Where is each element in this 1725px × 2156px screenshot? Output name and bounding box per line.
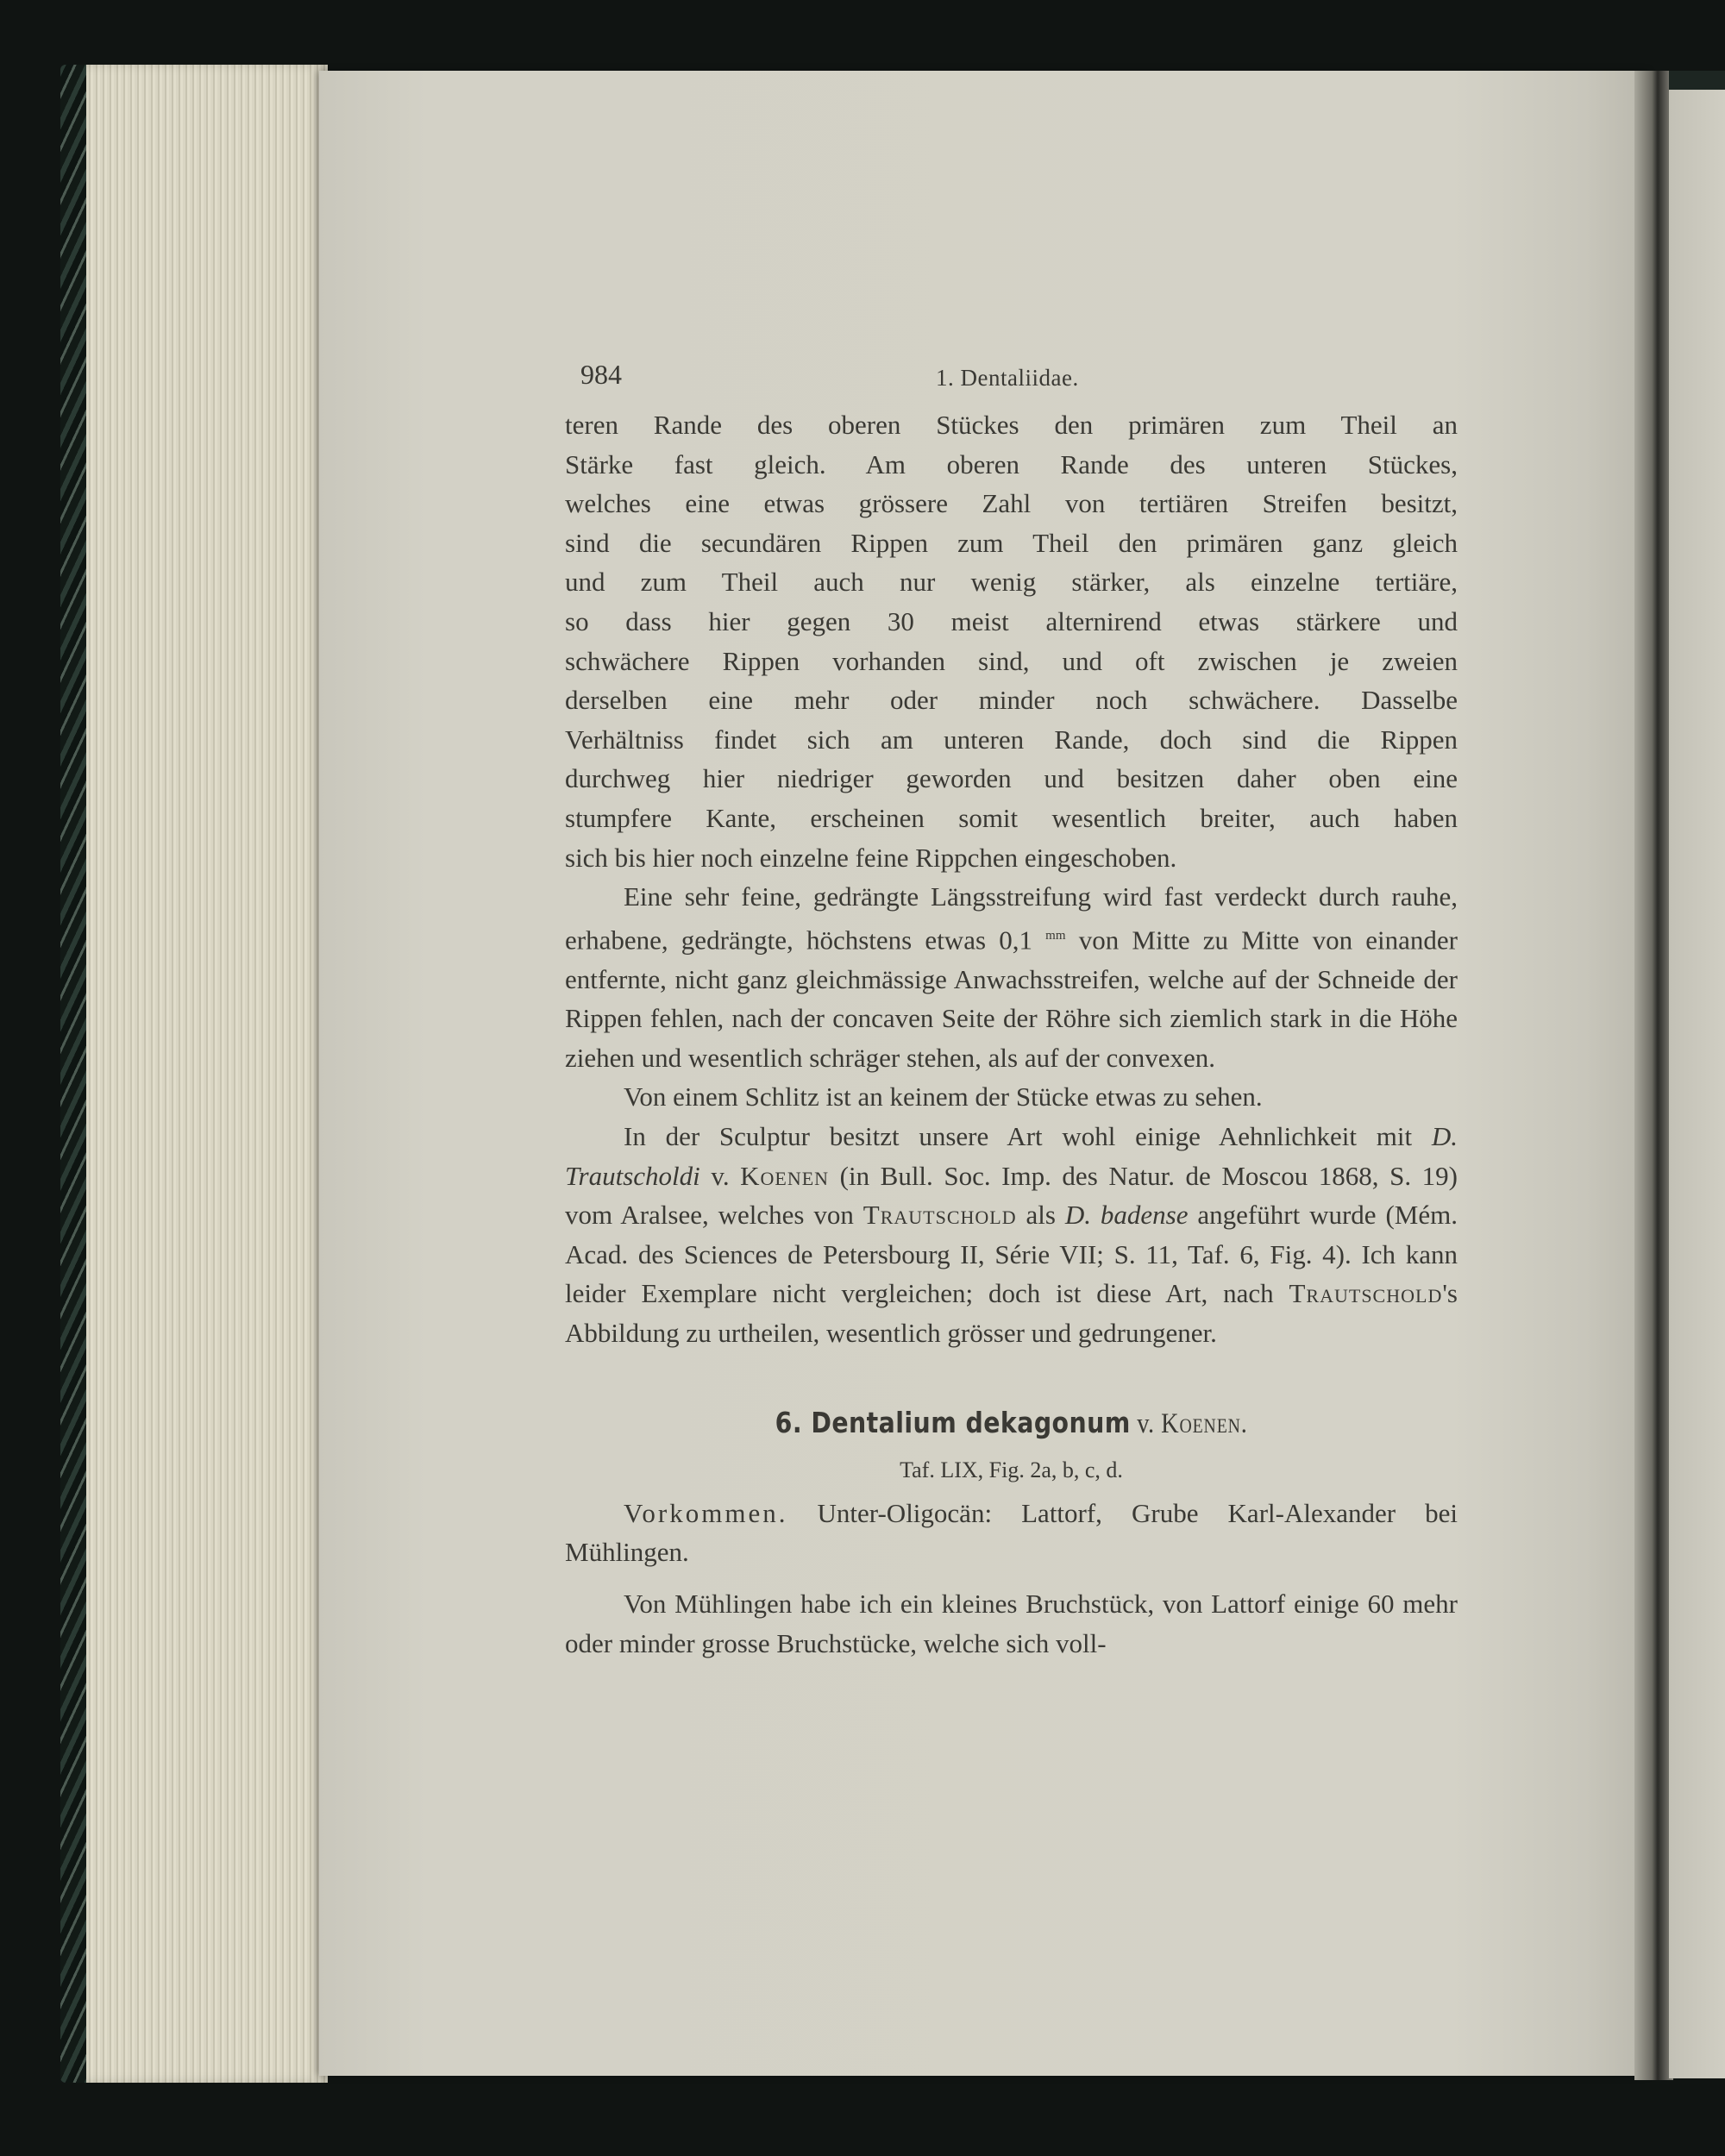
book-cover-right <box>1669 71 1725 90</box>
author-name: Koenen <box>740 1160 830 1191</box>
species-title: 6. Dentalium dekagonum <box>775 1405 1131 1439</box>
occurrence-label: Vorkommen. <box>624 1497 788 1528</box>
text-span: angeführt wurde (Mém. Acad. des Sciences de Petersbourg II, Série VII; S. 11, Taf. 6, Fig. 4). Ich kann leider Exemplare nicht vergleichen; doch ist diese Art, nach <box>565 1200 1458 1309</box>
text-span: von Mitte zu Mitte von einander entfernte, nicht ganz gleichmässige Anwachsstreifen, welche auf der Schneide der Rippen fehlen, nach der concaven Seite der Röhre sich ziemlich stark in die Höhe ziehen und wesentlich schräger stehen, als auf der convexen. <box>565 924 1458 1073</box>
text-line: so dass hier gegen 30 meist alternirend etwas stärkere und <box>565 605 1458 636</box>
species-name: D. Trautscholdi <box>565 1121 1458 1191</box>
facing-page-edge <box>1669 86 1725 2078</box>
text-line: sind die secundären Rippen zum Theil den primären ganz gleich <box>565 527 1458 558</box>
running-head: 1. Dentaliidae. <box>936 365 1079 391</box>
text-span: 's Abbildung zu urtheilen, wesentlich grösser und gedrungener. <box>565 1278 1458 1348</box>
text-line: Stärke fast gleich. Am oberen Rande des unteren Stückes, <box>565 448 1458 479</box>
author-name: Trautschold <box>1289 1278 1443 1309</box>
plate-reference: Taf. LIX, Fig. 2a, b, c, d. <box>900 1457 1123 1483</box>
paragraph-occurrence <box>565 1494 1458 1572</box>
page-number: 984 <box>580 359 622 390</box>
text-span: Unter-Oligocän: Lattorf, Grube Karl-Alexander bei Mühlingen. <box>565 1497 1458 1568</box>
paragraph-slit: Von einem Schlitz ist an keinem der Stücke etwas zu sehen. <box>624 1081 1263 1112</box>
author-name: Trautschold <box>862 1200 1017 1231</box>
book-gutter <box>1634 71 1673 2080</box>
text-span: In der Sculptur besitzt unsere Art wohl einige Aehnlichkeit mit <box>624 1121 1432 1152</box>
text-span: v. <box>1130 1407 1162 1439</box>
species-heading <box>627 1403 1395 1445</box>
text-span: Eine sehr feine, gedrängte Längsstreifung wird fast verdeckt durch rauhe, erhabene, gedrängte, höchstens etwas 0,1 <box>565 881 1458 956</box>
text-line: schwächere Rippen vorhanden sind, und oft zwischen je zweien <box>565 645 1458 676</box>
text-line: teren Rande des oberen Stückes den primären zum Theil an <box>565 410 1458 440</box>
author-name: Koenen <box>1161 1407 1241 1439</box>
page-header <box>565 354 1458 405</box>
text-line: Verhältniss findet sich am unteren Rande, doch sind die Rippen <box>565 724 1458 755</box>
unit-mm: mm <box>1045 928 1066 943</box>
paragraph-continued <box>565 405 1458 877</box>
text-line: stumpfere Kante, erscheinen somit wesentlich breiter, auch haben <box>565 802 1458 833</box>
paragraph-comparison <box>565 1117 1458 1353</box>
text-line: welches eine etwas grössere Zahl von tertiären Streifen besitzt, <box>565 488 1458 519</box>
text-line: sich bis hier noch einzelne feine Rippchen eingeschoben. <box>565 842 1177 873</box>
text-span: . <box>1240 1407 1248 1439</box>
text-span: als <box>1016 1200 1065 1231</box>
page-edges <box>86 65 328 2083</box>
paragraph-material: Von Mühlingen habe ich ein kleines Bruchstück, von Lattorf einige 60 mehr oder minder grosse Bruchstücke, welche sich voll- <box>565 1588 1458 1658</box>
text-line: und zum Theil auch nur wenig stärker, als einzelne tertiäre, <box>565 567 1458 598</box>
text-span: v. <box>699 1160 741 1191</box>
text-line: durchweg hier niedriger geworden und besitzen daher oben eine <box>565 763 1458 794</box>
species-name: D. badense <box>1064 1200 1189 1231</box>
paragraph-sculpture <box>565 877 1458 1077</box>
text-span: (in Bull. Soc. Imp. des Natur. de Moscou 1868, S. 19) vom Aralsee, welches von <box>565 1160 1458 1231</box>
page-text <box>565 354 1458 1663</box>
text-line: derselben eine mehr oder minder noch schwächere. Dasselbe <box>565 685 1458 716</box>
